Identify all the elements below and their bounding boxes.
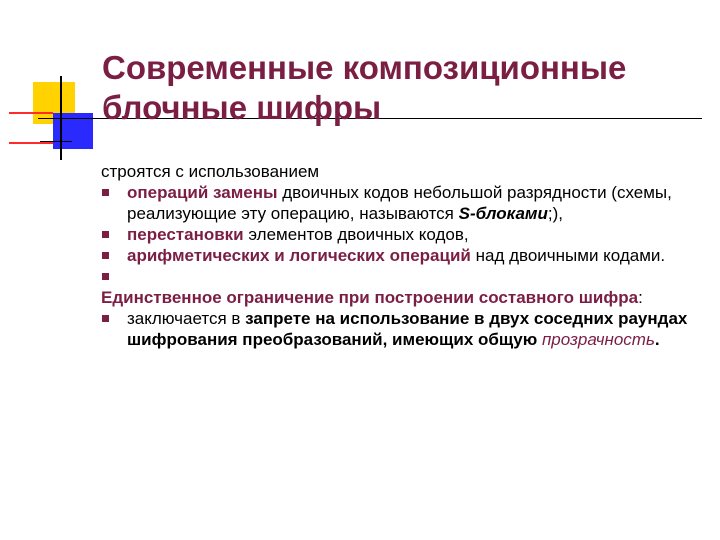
- list-item: [101, 182, 701, 224]
- bullet-list-2: [101, 308, 701, 350]
- bullet-highlight-italic: прозрачность: [541, 330, 655, 349]
- bullet-square-icon: [102, 252, 109, 259]
- list-item-empty: [101, 266, 701, 287]
- bullet-italic: S-блоками: [458, 204, 548, 223]
- bullet-highlight: арифметических и логических операций: [127, 246, 471, 265]
- intro-text: строятся с использованием: [101, 162, 320, 181]
- bullet-text: заключается в: [127, 309, 246, 328]
- bullet-text-end: ;),: [547, 204, 563, 223]
- list-item: [101, 224, 701, 245]
- bullet-text: над двоичными кодами.: [470, 246, 666, 265]
- bullet-highlight: перестановки: [127, 225, 244, 244]
- slide-title-line1: Современные композиционные: [102, 49, 627, 86]
- decor-red-square: [9, 112, 53, 144]
- bullet-list: [101, 182, 701, 287]
- bullet-highlight: операций замены: [127, 183, 278, 202]
- bullet-text: двоичных кодов небольшой разрядности (схемы, реализующие эту операцию, называются: [127, 183, 672, 223]
- bullet-square-icon: [102, 231, 109, 238]
- slide-title: [102, 48, 712, 128]
- bullet-text: элементов двоичных кодов,: [243, 225, 469, 244]
- slide-title-line2: блочные шифры: [102, 89, 382, 126]
- slide-body: [101, 161, 701, 350]
- bullet-square-icon: [102, 315, 109, 322]
- section-highlight: Единственное ограничение при построении составного шифра: [101, 288, 639, 307]
- bullet-text-end: .: [654, 330, 660, 349]
- bullet-square-icon: [102, 273, 109, 280]
- list-item: [101, 245, 701, 266]
- bullet-bold: запрете на использование в двух соседних раундах шифрования преобразований, имеющих общую: [127, 309, 688, 349]
- bullet-square-icon: [102, 189, 109, 196]
- section-colon: :: [638, 288, 643, 307]
- decor-short-line: [40, 141, 72, 142]
- list-item: [101, 308, 701, 350]
- section-heading: [101, 287, 701, 308]
